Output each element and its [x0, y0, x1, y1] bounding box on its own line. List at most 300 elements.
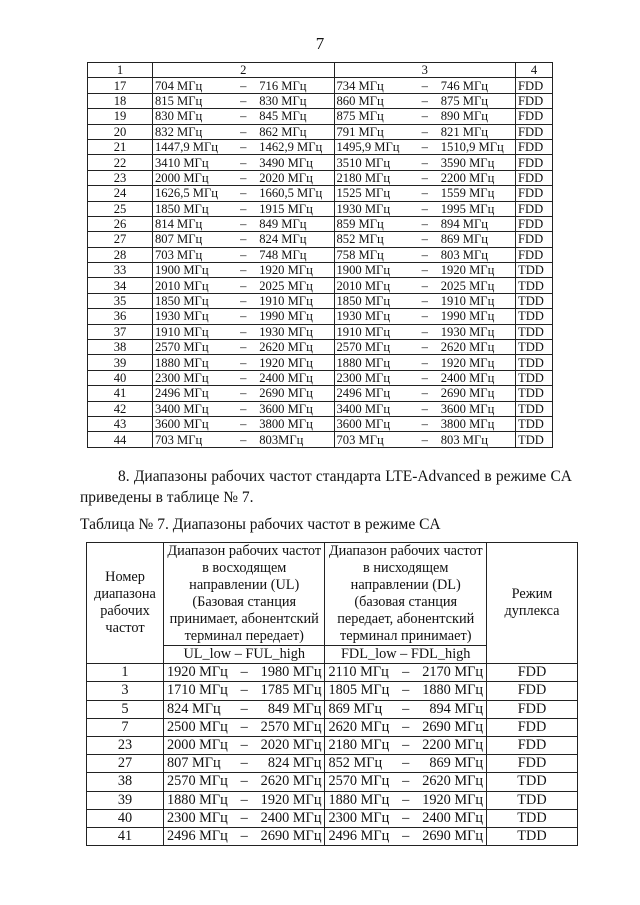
ul-dash: –	[229, 324, 257, 339]
ul-dash: –	[229, 216, 257, 231]
dl-low: 1930 МГц	[334, 309, 411, 324]
table-row	[88, 201, 553, 216]
dl-low: 1900 МГц	[334, 263, 411, 278]
duplex-mode: TDD	[487, 773, 578, 791]
dl-low: 1880 МГц	[334, 355, 411, 370]
ul-low: 704 МГц	[153, 78, 230, 93]
table-row	[88, 93, 553, 108]
band-number: 43	[88, 416, 153, 431]
ul-high: 824 МГц	[257, 232, 334, 247]
dl-dash: –	[394, 791, 418, 809]
table-row	[88, 216, 553, 231]
ul-dash: –	[229, 186, 257, 201]
dl-high: 894 МГц	[439, 216, 516, 231]
ul-low: 1447,9 МГц	[153, 139, 230, 154]
dl-low: 1880 МГц	[325, 791, 394, 809]
dl-dash: –	[411, 416, 439, 431]
dl-low: 869 МГц	[325, 700, 394, 718]
ul-high: 1920 МГц	[257, 355, 334, 370]
band-number: 23	[87, 736, 164, 754]
ul-low: 1850 МГц	[153, 293, 230, 308]
dl-dash: –	[394, 718, 418, 736]
duplex-mode: TDD	[516, 401, 553, 416]
dl-high: 869 МГц	[439, 232, 516, 247]
dl-low: 2180 МГц	[334, 170, 411, 185]
ul-high: 1785 МГц	[256, 682, 325, 700]
duplex-mode: TDD	[516, 324, 553, 339]
dl-high: 3800 МГц	[439, 416, 516, 431]
ul-low: 2300 МГц	[164, 809, 233, 827]
duplex-mode: TDD	[516, 432, 553, 447]
ul-dash: –	[229, 309, 257, 324]
dl-dash: –	[394, 755, 418, 773]
ul-dash: –	[229, 370, 257, 385]
table-row	[88, 78, 553, 93]
duplex-mode: FDD	[487, 736, 578, 754]
band-number: 3	[87, 682, 164, 700]
dl-low: 2010 МГц	[334, 278, 411, 293]
band-number: 7	[87, 718, 164, 736]
dl-low: 2620 МГц	[325, 718, 394, 736]
duplex-mode: TDD	[516, 263, 553, 278]
band-number: 27	[87, 755, 164, 773]
dl-dash: –	[394, 700, 418, 718]
table-row	[88, 324, 553, 339]
table-row	[88, 247, 553, 262]
ul-dash: –	[229, 293, 257, 308]
dl-low: 703 МГц	[334, 432, 411, 447]
band-number: 18	[88, 93, 153, 108]
band-number: 39	[87, 791, 164, 809]
duplex-mode: TDD	[516, 370, 553, 385]
ul-dash: –	[229, 401, 257, 416]
duplex-mode: FDD	[516, 186, 553, 201]
dl-low: 860 МГц	[334, 93, 411, 108]
dl-dash: –	[411, 309, 439, 324]
ul-high: 1980 МГц	[256, 664, 325, 682]
dl-dash: –	[411, 432, 439, 447]
table-row	[88, 340, 553, 355]
dl-high: 2690 МГц	[418, 718, 487, 736]
band-number: 33	[88, 263, 153, 278]
ul-high: 803МГц	[257, 432, 334, 447]
dl-dash: –	[411, 247, 439, 262]
dl-high: 2690 МГц	[418, 827, 487, 845]
band-number: 40	[88, 370, 153, 385]
ul-dash: –	[232, 827, 256, 845]
dl-low: 791 МГц	[334, 124, 411, 139]
dl-high: 1920 МГц	[439, 355, 516, 370]
ul-dash: –	[229, 124, 257, 139]
dl-dash: –	[411, 109, 439, 124]
band-number: 24	[88, 186, 153, 201]
dl-high: 2200 МГц	[418, 736, 487, 754]
ul-high: 2620 МГц	[257, 340, 334, 355]
header-duplex-mode: Режим дуплекса	[487, 543, 578, 664]
header-uplink: Диапазон рабочих частот в восходящем направлении (UL) (Базовая станция принимает, абонентский терминал передает)	[164, 543, 325, 646]
ul-low: 1850 МГц	[153, 201, 230, 216]
duplex-mode: FDD	[487, 755, 578, 773]
ca-band-table	[86, 542, 578, 846]
duplex-mode: TDD	[516, 278, 553, 293]
ul-low: 2500 МГц	[164, 718, 233, 736]
dl-low: 2496 МГц	[325, 827, 394, 845]
dl-low: 2300 МГц	[334, 370, 411, 385]
ul-high: 1915 МГц	[257, 201, 334, 216]
duplex-mode: FDD	[516, 247, 553, 262]
ul-high: 849 МГц	[257, 216, 334, 231]
ul-low: 824 МГц	[164, 700, 233, 718]
table-row	[88, 416, 553, 431]
duplex-mode: FDD	[516, 93, 553, 108]
table-row	[88, 309, 553, 324]
dl-high: 890 МГц	[439, 109, 516, 124]
dl-dash: –	[411, 186, 439, 201]
duplex-mode: TDD	[516, 309, 553, 324]
ul-high: 830 МГц	[257, 93, 334, 108]
duplex-mode: TDD	[487, 809, 578, 827]
ul-high: 1930 МГц	[257, 324, 334, 339]
duplex-mode: FDD	[487, 700, 578, 718]
dl-low: 734 МГц	[334, 78, 411, 93]
ul-dash: –	[232, 700, 256, 718]
paragraph-text: 8. Диапазоны рабочих частот стандарта LTE-Advanced в режиме CA приведены в таблице № 7.	[80, 468, 572, 506]
ul-high: 2020 МГц	[256, 736, 325, 754]
ul-high: 3490 МГц	[257, 155, 334, 170]
table-row	[88, 263, 553, 278]
band-number: 41	[88, 386, 153, 401]
band-number: 41	[87, 827, 164, 845]
dl-high: 875 МГц	[439, 93, 516, 108]
ul-low: 1626,5 МГц	[153, 186, 230, 201]
dl-high: 2400 МГц	[439, 370, 516, 385]
dl-high: 746 МГц	[439, 78, 516, 93]
ul-high: 2020 МГц	[257, 170, 334, 185]
ul-high: 862 МГц	[257, 124, 334, 139]
dl-dash: –	[411, 340, 439, 355]
table-row	[88, 124, 553, 139]
dl-low: 1525 МГц	[334, 186, 411, 201]
ul-low: 2000 МГц	[153, 170, 230, 185]
dl-high: 1920 МГц	[418, 791, 487, 809]
ul-low: 1900 МГц	[153, 263, 230, 278]
header-band-number: Номер диапазона рабочих частот	[87, 543, 164, 664]
dl-low: 758 МГц	[334, 247, 411, 262]
dl-high: 3590 МГц	[439, 155, 516, 170]
band-number: 5	[87, 700, 164, 718]
dl-high: 821 МГц	[439, 124, 516, 139]
table-row	[88, 186, 553, 201]
dl-dash: –	[411, 355, 439, 370]
dl-high: 869 МГц	[418, 755, 487, 773]
header-col-4: 4	[516, 63, 553, 78]
band-number: 17	[88, 78, 153, 93]
band-table-continuation	[87, 62, 553, 448]
ul-low: 2496 МГц	[164, 827, 233, 845]
dl-low: 1805 МГц	[325, 682, 394, 700]
dl-dash: –	[411, 155, 439, 170]
ul-low: 2010 МГц	[153, 278, 230, 293]
duplex-mode: FDD	[516, 201, 553, 216]
table-row	[87, 736, 578, 754]
ul-dash: –	[229, 109, 257, 124]
duplex-mode: FDD	[516, 78, 553, 93]
ul-high: 2400 МГц	[257, 370, 334, 385]
dl-high: 2025 МГц	[439, 278, 516, 293]
table-caption: Таблица № 7. Диапазоны рабочих частот в режиме CA	[80, 516, 441, 533]
band-number: 19	[88, 109, 153, 124]
table-row	[87, 718, 578, 736]
dl-dash: –	[411, 263, 439, 278]
table-row	[88, 355, 553, 370]
duplex-mode: TDD	[516, 355, 553, 370]
table-row	[87, 827, 578, 845]
ul-low: 807 МГц	[164, 755, 233, 773]
ul-dash: –	[229, 139, 257, 154]
dl-high: 1510,9 МГц	[439, 139, 516, 154]
dl-high: 1910 МГц	[439, 293, 516, 308]
ul-dash: –	[232, 718, 256, 736]
duplex-mode: FDD	[516, 139, 553, 154]
dl-low: 3510 МГц	[334, 155, 411, 170]
dl-dash: –	[394, 736, 418, 754]
duplex-mode: TDD	[516, 416, 553, 431]
duplex-mode: FDD	[516, 109, 553, 124]
ul-high: 1910 МГц	[257, 293, 334, 308]
dl-low: 875 МГц	[334, 109, 411, 124]
page-number: 7	[315, 34, 325, 53]
ul-low: 3600 МГц	[153, 416, 230, 431]
dl-dash: –	[394, 827, 418, 845]
ul-low: 2300 МГц	[153, 370, 230, 385]
dl-dash: –	[411, 201, 439, 216]
ul-low: 1880 МГц	[164, 791, 233, 809]
ul-high: 824 МГц	[256, 755, 325, 773]
table-row	[88, 170, 553, 185]
dl-dash: –	[411, 78, 439, 93]
dl-dash: –	[411, 370, 439, 385]
band-number: 25	[88, 201, 153, 216]
table-row	[88, 278, 553, 293]
duplex-mode: FDD	[487, 718, 578, 736]
table-row	[88, 293, 553, 308]
band-number: 27	[88, 232, 153, 247]
ul-dash: –	[232, 736, 256, 754]
ul-high: 845 МГц	[257, 109, 334, 124]
table-row	[88, 386, 553, 401]
duplex-mode: TDD	[487, 827, 578, 845]
table-row	[87, 700, 578, 718]
header-downlink: Диапазон рабочих частот в нисходящем направлении (DL) (базовая станция передает, абонентский терминал принимает)	[325, 543, 487, 646]
dl-dash: –	[411, 293, 439, 308]
ul-low: 832 МГц	[153, 124, 230, 139]
ul-dash: –	[229, 93, 257, 108]
duplex-mode: TDD	[516, 340, 553, 355]
dl-high: 2170 МГц	[418, 664, 487, 682]
ul-dash: –	[229, 340, 257, 355]
ul-dash: –	[232, 773, 256, 791]
header-col-1: 1	[88, 63, 153, 78]
table-row	[88, 155, 553, 170]
ul-high: 2025 МГц	[257, 278, 334, 293]
dl-high: 894 МГц	[418, 700, 487, 718]
band-number: 42	[88, 401, 153, 416]
table-row	[88, 370, 553, 385]
dl-low: 3600 МГц	[334, 416, 411, 431]
ul-high: 849 МГц	[256, 700, 325, 718]
band-number: 20	[88, 124, 153, 139]
ul-low: 830 МГц	[153, 109, 230, 124]
table-row	[87, 664, 578, 682]
dl-high: 803 МГц	[439, 432, 516, 447]
ul-dash: –	[229, 278, 257, 293]
ul-high: 2620 МГц	[256, 773, 325, 791]
dl-dash: –	[411, 386, 439, 401]
ul-low: 703 МГц	[153, 432, 230, 447]
ul-high: 1920 МГц	[256, 791, 325, 809]
ul-dash: –	[229, 78, 257, 93]
dl-high: 2400 МГц	[418, 809, 487, 827]
ul-dash: –	[232, 682, 256, 700]
ul-low: 807 МГц	[153, 232, 230, 247]
ul-low: 2570 МГц	[164, 773, 233, 791]
band-number: 40	[87, 809, 164, 827]
ul-high: 3800 МГц	[257, 416, 334, 431]
table-row	[88, 401, 553, 416]
band-number: 38	[88, 340, 153, 355]
ul-low: 2000 МГц	[164, 736, 233, 754]
table-row	[88, 139, 553, 154]
dl-low: 2110 МГц	[325, 664, 394, 682]
band-number: 37	[88, 324, 153, 339]
ul-high: 2690 МГц	[257, 386, 334, 401]
dl-high: 1995 МГц	[439, 201, 516, 216]
ul-high: 1660,5 МГц	[257, 186, 334, 201]
band-number: 28	[88, 247, 153, 262]
dl-dash: –	[394, 682, 418, 700]
dl-low: 1495,9 МГц	[334, 139, 411, 154]
ul-dash: –	[232, 664, 256, 682]
ul-low: 814 МГц	[153, 216, 230, 231]
table-row	[87, 791, 578, 809]
table-header-row	[87, 543, 578, 646]
dl-low: 852 МГц	[334, 232, 411, 247]
ul-high: 1462,9 МГц	[257, 139, 334, 154]
band-number: 21	[88, 139, 153, 154]
dl-low: 2496 МГц	[334, 386, 411, 401]
dl-low: 1850 МГц	[334, 293, 411, 308]
dl-dash: –	[394, 809, 418, 827]
subheader-uplink: UL_low – FUL_high	[164, 646, 325, 664]
ul-dash: –	[229, 201, 257, 216]
dl-dash: –	[411, 232, 439, 247]
header-col-3: 3	[334, 63, 516, 78]
ul-high: 748 МГц	[257, 247, 334, 262]
ul-high: 3600 МГц	[257, 401, 334, 416]
band-number: 1	[87, 664, 164, 682]
dl-low: 2570 МГц	[325, 773, 394, 791]
band-number: 23	[88, 170, 153, 185]
ul-dash: –	[229, 232, 257, 247]
ul-high: 1990 МГц	[257, 309, 334, 324]
ul-high: 2690 МГц	[256, 827, 325, 845]
duplex-mode: FDD	[516, 170, 553, 185]
dl-high: 1990 МГц	[439, 309, 516, 324]
ul-low: 2496 МГц	[153, 386, 230, 401]
duplex-mode: TDD	[487, 791, 578, 809]
ul-low: 1710 МГц	[164, 682, 233, 700]
dl-dash: –	[411, 139, 439, 154]
ul-high: 1920 МГц	[257, 263, 334, 278]
duplex-mode: FDD	[516, 155, 553, 170]
dl-high: 2690 МГц	[439, 386, 516, 401]
dl-dash: –	[411, 124, 439, 139]
ul-low: 1910 МГц	[153, 324, 230, 339]
ul-dash: –	[229, 170, 257, 185]
ul-dash: –	[229, 432, 257, 447]
dl-dash: –	[394, 773, 418, 791]
table-row	[88, 432, 553, 447]
band-number: 22	[88, 155, 153, 170]
ul-dash: –	[229, 386, 257, 401]
ul-low: 3400 МГц	[153, 401, 230, 416]
ul-high: 2400 МГц	[256, 809, 325, 827]
dl-dash: –	[394, 664, 418, 682]
dl-high: 1930 МГц	[439, 324, 516, 339]
dl-dash: –	[411, 216, 439, 231]
ul-dash: –	[229, 355, 257, 370]
table-header-row	[88, 63, 553, 78]
dl-high: 2620 МГц	[439, 340, 516, 355]
dl-high: 2200 МГц	[439, 170, 516, 185]
duplex-mode: FDD	[516, 232, 553, 247]
subheader-downlink: FDL_low – FDL_high	[325, 646, 487, 664]
dl-low: 1910 МГц	[334, 324, 411, 339]
dl-low: 2570 МГц	[334, 340, 411, 355]
ul-dash: –	[232, 791, 256, 809]
ul-dash: –	[229, 155, 257, 170]
duplex-mode: FDD	[516, 216, 553, 231]
dl-low: 859 МГц	[334, 216, 411, 231]
paragraph-8	[80, 466, 572, 508]
ul-high: 2570 МГц	[256, 718, 325, 736]
ul-low: 3410 МГц	[153, 155, 230, 170]
ul-dash: –	[229, 416, 257, 431]
ul-dash: –	[229, 263, 257, 278]
band-number: 36	[88, 309, 153, 324]
ul-dash: –	[232, 755, 256, 773]
ul-low: 1880 МГц	[153, 355, 230, 370]
dl-low: 1930 МГц	[334, 201, 411, 216]
ul-low: 815 МГц	[153, 93, 230, 108]
dl-low: 3400 МГц	[334, 401, 411, 416]
table-row	[87, 755, 578, 773]
band-number: 39	[88, 355, 153, 370]
dl-high: 3600 МГц	[439, 401, 516, 416]
ul-high: 716 МГц	[257, 78, 334, 93]
header-col-2: 2	[153, 63, 335, 78]
dl-high: 2620 МГц	[418, 773, 487, 791]
duplex-mode: FDD	[516, 124, 553, 139]
ul-dash: –	[232, 809, 256, 827]
dl-high: 1880 МГц	[418, 682, 487, 700]
band-number: 44	[88, 432, 153, 447]
dl-high: 803 МГц	[439, 247, 516, 262]
dl-high: 1920 МГц	[439, 263, 516, 278]
ul-low: 2570 МГц	[153, 340, 230, 355]
dl-low: 2300 МГц	[325, 809, 394, 827]
duplex-mode: TDD	[516, 293, 553, 308]
